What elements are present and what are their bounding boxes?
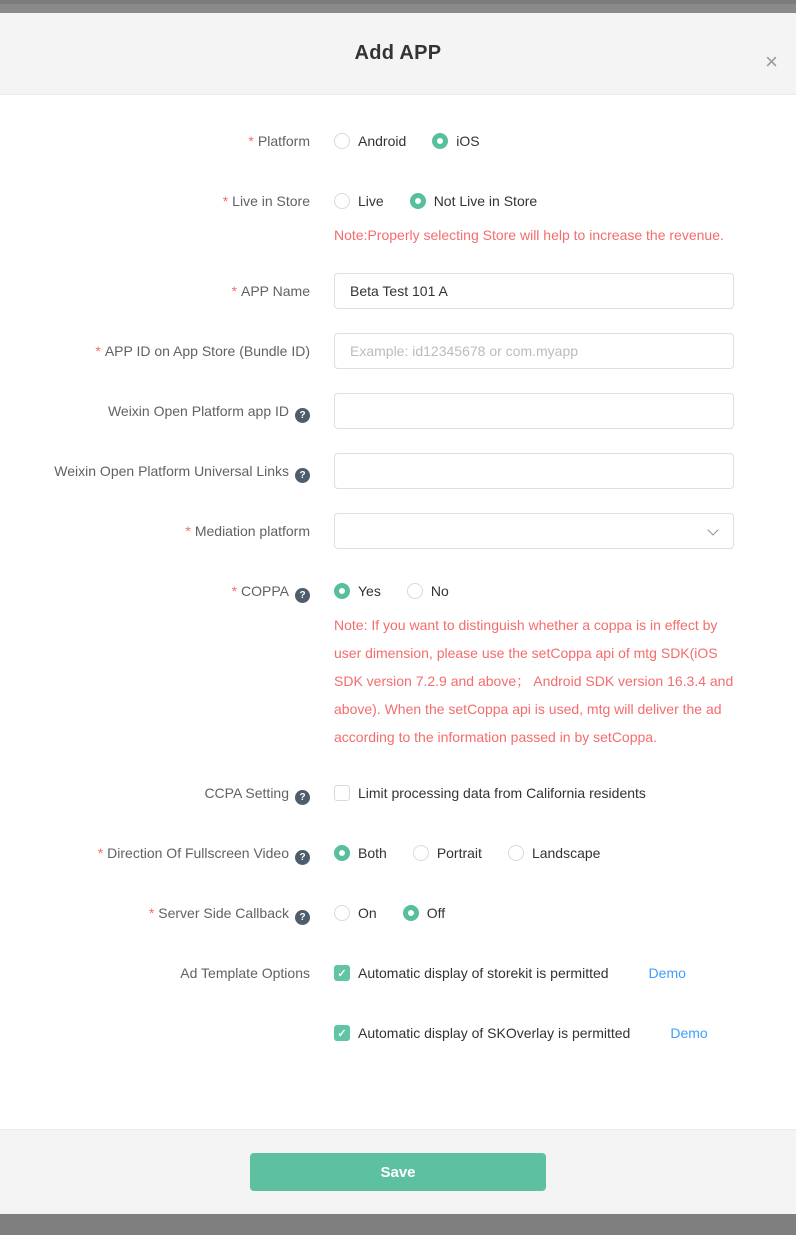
radio-label: No [430,583,449,599]
page-background-bottom [0,1214,796,1235]
required-asterisk: * [231,583,238,599]
checkbox-icon [334,785,350,801]
mediation-platform-select[interactable] [334,513,734,549]
weixin-app-id-row [0,393,796,429]
weixin-universal-links-row [0,453,796,489]
radio-callback-off[interactable] [403,905,445,921]
checkbox-label: Automatic display of SKOverlay is permitted [358,1025,631,1041]
mediation-platform-label [0,513,310,549]
radio-icon [334,193,350,209]
radio-label: iOS [456,133,480,149]
radio-coppa-no[interactable] [407,583,449,599]
required-asterisk: * [185,523,191,539]
radio-platform-ios[interactable] [432,133,479,149]
radio-direction-portrait[interactable] [413,845,482,861]
direction-label [0,835,310,871]
label-text: Ad Template Options [180,965,310,981]
checkbox-icon [334,965,350,981]
weixin-universal-links-input[interactable] [334,453,734,489]
label-text: Server Side Callback [158,905,289,921]
label-text: Direction Of Fullscreen Video [107,845,289,861]
radio-label: Yes [358,583,381,599]
modal-body [0,95,796,1129]
radio-icon [334,583,350,599]
required-asterisk: * [95,343,101,359]
ad-template-label [0,955,310,1051]
live-in-store-row [0,183,796,249]
radio-callback-on[interactable] [334,905,377,921]
page-background-top [0,0,796,13]
ccpa-checkbox-item[interactable] [334,785,646,801]
skoverlay-checkbox-item[interactable] [334,1025,630,1041]
storekit-checkbox-item[interactable] [334,965,609,981]
coppa-row [0,573,796,751]
platform-row [0,123,796,159]
live-in-store-label [0,183,310,249]
server-callback-row [0,895,796,931]
required-asterisk: * [222,193,229,209]
ccpa-row [0,775,796,811]
radio-label: Live [358,193,384,209]
required-asterisk: * [97,845,104,861]
checkbox-label: Limit processing data from California residents [358,785,646,801]
required-asterisk: * [248,133,254,149]
modal-title: Add APP [354,42,442,64]
weixin-app-id-input[interactable] [334,393,734,429]
help-icon[interactable]: ? [295,468,310,483]
bundle-id-input[interactable] [334,333,734,369]
checkbox-label: Automatic display of storekit is permitted [358,965,609,981]
radio-icon [334,133,350,149]
save-button[interactable]: Save [250,1153,546,1191]
radio-icon [403,905,419,921]
radio-label: Android [358,133,407,149]
server-callback-label [0,895,310,931]
app-name-row [0,273,796,309]
platform-label [0,123,310,159]
weixin-universal-links-label [0,453,310,489]
label-text: Platform [257,133,310,149]
app-name-label [0,273,310,309]
storekit-demo-link[interactable]: Demo [648,965,686,981]
radio-live[interactable] [334,193,384,209]
radio-direction-both[interactable] [334,845,387,861]
modal-header [0,13,796,95]
check-glyph: ✓ [337,967,347,980]
label-text: Live in Store [232,193,310,209]
radio-label: Off [426,905,446,921]
radio-icon [407,583,423,599]
help-icon[interactable]: ? [295,910,310,925]
help-icon[interactable]: ? [295,408,310,423]
radio-label: Portrait [436,845,482,861]
required-asterisk: * [148,905,155,921]
bundle-id-row [0,333,796,369]
radio-label: Not Live in Store [433,193,538,209]
check-glyph: ✓ [337,1027,347,1040]
radio-platform-android[interactable] [334,133,406,149]
radio-icon [410,193,426,209]
weixin-app-id-label [0,393,310,429]
label-text: Weixin Open Platform Universal Links [54,463,289,479]
help-icon[interactable]: ? [295,588,310,603]
mediation-platform-row [0,513,796,549]
radio-coppa-yes[interactable] [334,583,381,599]
required-asterisk: * [231,283,237,299]
coppa-label [0,573,310,751]
skoverlay-demo-link[interactable]: Demo [670,1025,708,1041]
close-icon[interactable]: × [765,49,778,74]
radio-label: Both [358,845,387,861]
radio-icon [334,845,350,861]
label-text: COPPA [241,583,289,599]
help-icon[interactable]: ? [295,790,310,805]
bundle-id-label [0,333,310,369]
radio-direction-landscape[interactable] [508,845,601,861]
radio-icon [508,845,524,861]
app-name-input[interactable] [334,273,734,309]
label-text: CCPA Setting [204,785,289,801]
label-text: Mediation platform [194,523,310,539]
label-text: APP ID on App Store (Bundle ID) [104,343,310,359]
ccpa-label [0,775,310,811]
label-text: Weixin Open Platform app ID [107,403,289,419]
radio-label: Landscape [531,845,601,861]
chevron-down-icon [707,524,718,535]
ad-template-row [0,955,796,1051]
label-text: APP Name [241,283,310,299]
radio-not-live[interactable] [410,193,538,209]
live-in-store-note: Note:Properly selecting Store will help to increase the revenue. [334,227,724,243]
radio-icon [432,133,448,149]
radio-label: On [358,905,377,921]
checkbox-icon [334,1025,350,1041]
radio-icon [334,905,350,921]
modal-footer [0,1129,796,1214]
coppa-note: Note: If you want to distinguish whether a coppa is in effect by user dimension, please use the setCoppa api of mtg SDK(iOS SDK version 7.2.9 and above； Android SDK version 16.3.4 and above). When the setCoppa api is used, mtg will deliver the ad according to the information passed in by setCoppa. [334,617,734,745]
help-icon[interactable]: ? [295,850,310,865]
radio-icon [413,845,429,861]
direction-row [0,835,796,871]
